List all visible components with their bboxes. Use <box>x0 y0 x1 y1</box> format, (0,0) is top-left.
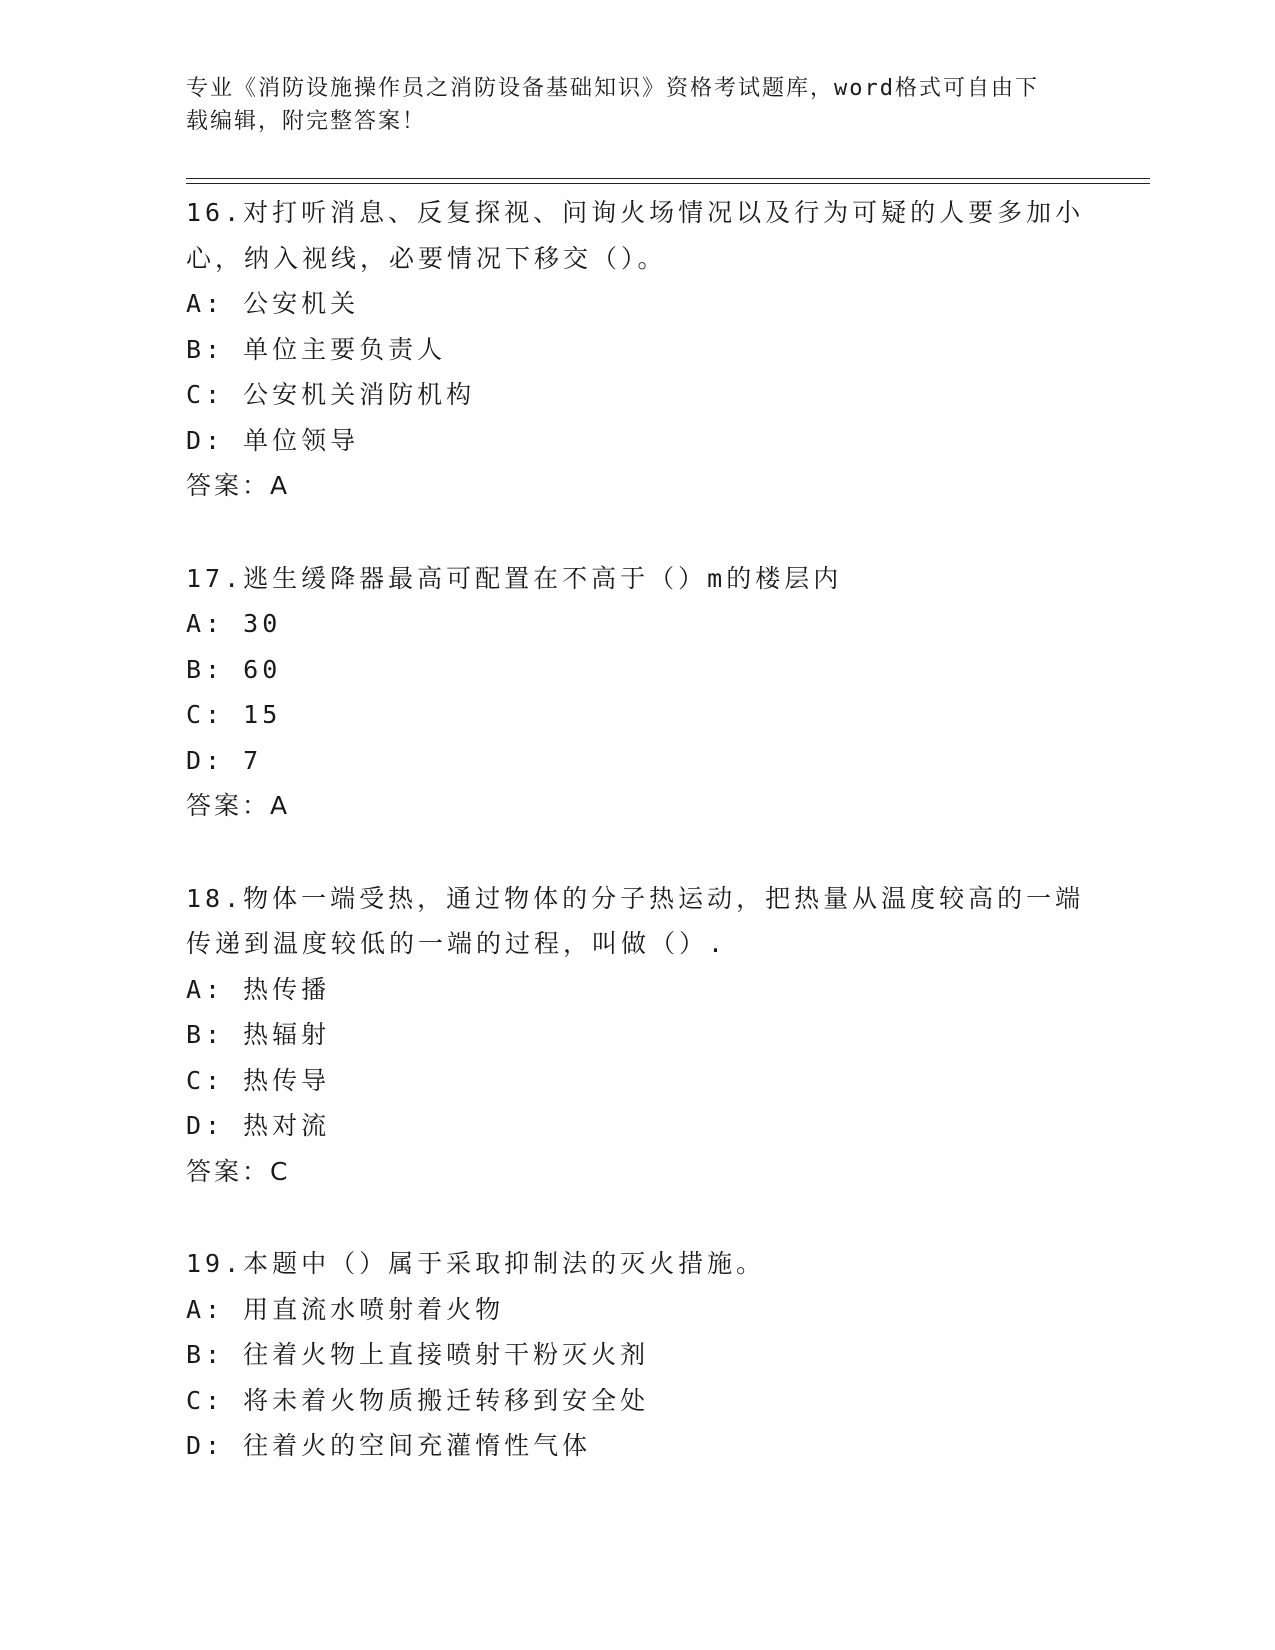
option-b: B: 往着火物上直接喷射干粉灭火剂 <box>186 1340 650 1369</box>
header-divider-bottom <box>186 183 1150 184</box>
option-c: C: 15 <box>186 700 282 729</box>
question-text: 17.逃生缓降器最高可配置在不高于（）m的楼层内 <box>186 563 843 593</box>
document-header <box>186 72 1086 138</box>
option-d: D: 7 <box>186 745 263 775</box>
option-a: A: 热传播 <box>186 974 331 1004</box>
answer-text: 答案：C <box>186 1156 291 1186</box>
option-b: B: 热辐射 <box>186 1020 331 1049</box>
option-b: B: 单位主要负责人 <box>186 334 447 364</box>
question-list <box>186 190 1106 1516</box>
option-c: C: 公安机关消防机构 <box>186 380 476 409</box>
answer-text: 答案：A <box>186 471 291 500</box>
option-d: D: 单位领导 <box>186 425 360 455</box>
question-17 <box>186 556 1106 829</box>
option-a: A: 30 <box>186 609 282 638</box>
option-a: A: 用直流水喷射着火物 <box>186 1294 505 1324</box>
answer-text: 答案：A <box>186 791 291 820</box>
question-19 <box>186 1241 1106 1469</box>
option-c: C: 将未着火物质搬迁转移到安全处 <box>186 1385 650 1415</box>
header-line-2: 载编辑，附完整答案！ <box>186 109 427 134</box>
option-d: D: 往着火的空间充灌惰性气体 <box>186 1431 592 1460</box>
question-text: 19.本题中（）属于采取抑制法的灭火措施。 <box>186 1249 766 1278</box>
option-a: A: 公安机关 <box>186 289 360 318</box>
question-text: 16.对打听消息、反复探视、问询火场情况以及行为可疑的人要多加小心，纳入视线，必要情况下移交（）。 <box>186 198 1085 273</box>
header-line-1: 专业《消防设施操作员之消防设备基础知识》资格考试题库，word格式可自由下 <box>186 76 1039 101</box>
option-b: B: 60 <box>186 654 282 684</box>
header-divider-top <box>186 178 1150 179</box>
option-d: D: 热对流 <box>186 1111 331 1140</box>
option-c: C: 热传导 <box>186 1065 331 1095</box>
question-text: 18.物体一端受热，通过物体的分子热运动，把热量从温度较高的一端传递到温度较低的一端的过程，叫做（）. <box>186 883 1085 958</box>
question-16 <box>186 190 1106 509</box>
question-18 <box>186 876 1106 1195</box>
